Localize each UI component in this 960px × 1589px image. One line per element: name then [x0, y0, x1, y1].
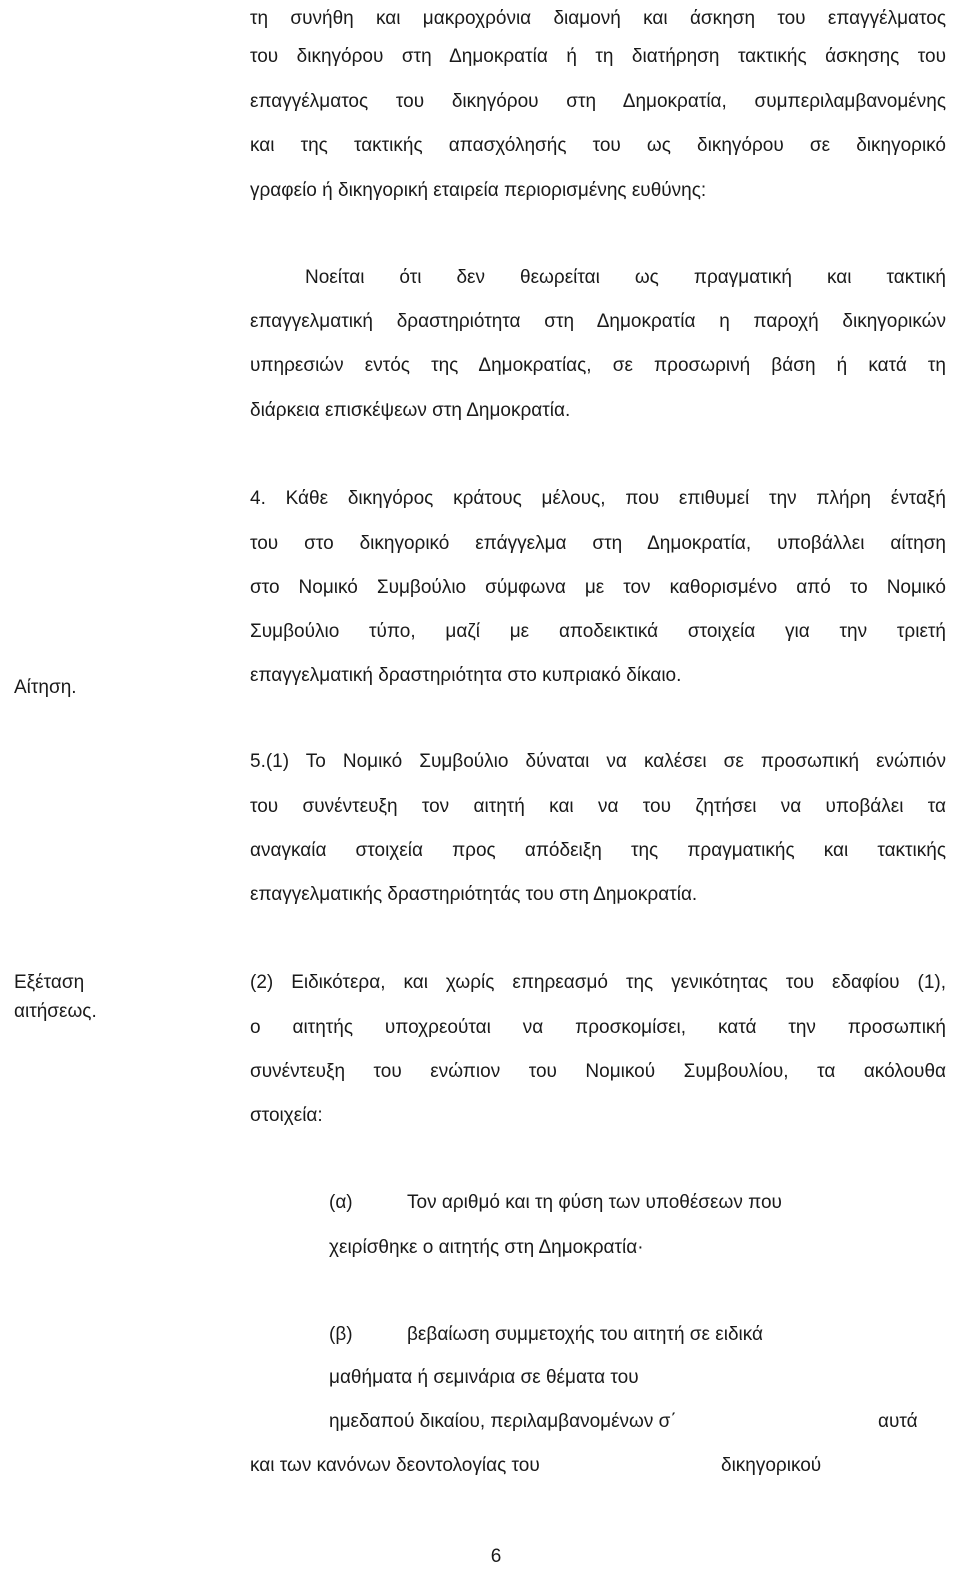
text-line: υπηρεσιών εντός της Δημοκρατίας, σε προσωρινή βάση ή κατά τη	[250, 355, 946, 376]
page-number: 6	[490, 1546, 502, 1567]
text-line: επαγγέλματος του δικηγόρου στη Δημοκρατία, συμπεριλαμβανομένης	[250, 91, 946, 112]
text-line: 5.(1) Το Νομικό Συμβούλιο δύναται να καλέσει σε προσωπική ενώπιόν	[250, 751, 946, 772]
text-line: συνέντευξη του ενώπιον του Νομικού Συμβουλίου, τα ακόλουθα	[250, 1061, 946, 1082]
margin-note-examination-line2: αιτήσεως.	[14, 1001, 97, 1022]
text-line: Συμβούλιο τύπο, μαζί με αποδεικτικά στοιχεία για την τριετή	[250, 621, 946, 642]
item-label: (β)	[329, 1324, 353, 1345]
text-line: επαγγελματική δραστηριότητα στο κυπριακό δίκαιο.	[250, 665, 682, 686]
margin-note-application: Αίτηση.	[14, 677, 77, 698]
text-line: και των κανόνων δεοντολογίας του	[250, 1455, 540, 1476]
item-label: (α)	[329, 1192, 353, 1213]
text-line: επαγγελματική δραστηριότητα στη Δημοκρατία η παροχή δικηγορικών	[250, 311, 946, 332]
text-line: του δικηγόρου στη Δημοκρατία ή τη διατήρηση τακτικής άσκησης του	[250, 46, 946, 67]
text-line: ημεδαπού δικαίου, περιλαμβανομένων σ΄	[329, 1411, 677, 1432]
text-line: στο Νομικό Συμβούλιο σύμφωνα με τον καθορισμένο από το Νομικό	[250, 577, 946, 598]
text-line: του στο δικηγορικό επάγγελμα στη Δημοκρατία, υποβάλλει αίτηση	[250, 533, 946, 554]
text-line: αυτά	[878, 1411, 918, 1432]
text-line: (2) Ειδικότερα, και χωρίς επηρεασμό της γενικότητας του εδαφίου (1),	[250, 972, 946, 993]
text-line: αναγκαία στοιχεία προς απόδειξη της πραγματικής και τακτικής	[250, 840, 946, 861]
text-line: ο αιτητής υποχρεούται να προσκομίσει, κατά την προσωπική	[250, 1017, 946, 1038]
text-line: στοιχεία:	[250, 1105, 323, 1126]
text-line: επαγγελματικής δραστηριότητάς του στη Δημοκρατία.	[250, 884, 698, 905]
margin-note-examination-line1: Εξέταση	[14, 972, 85, 993]
text-line: μαθήματα ή σεμινάρια σε θέματα του	[329, 1367, 639, 1388]
text-line: διάρκεια επισκέψεων στη Δημοκρατία.	[250, 400, 571, 421]
text-line: Νοείται ότι δεν θεωρείται ως πραγματική και τακτική	[305, 267, 946, 288]
text-line: βεβαίωση συμμετοχής του αιτητή σε ειδικά	[407, 1324, 764, 1345]
text-line: Τον αριθμό και τη φύση των υποθέσεων που	[407, 1192, 782, 1213]
text-line: του συνέντευξη τον αιτητή και να του ζητήσει να υποβάλει τα	[250, 796, 946, 817]
text-line: γραφείο ή δικηγορική εταιρεία περιορισμένης ευθύνης:	[250, 180, 707, 201]
text-line: 4. Κάθε δικηγόρος κράτους μέλους, που επιθυμεί την πλήρη ένταξή	[250, 488, 946, 509]
text-line: τη συνήθη και μακροχρόνια διαμονή και άσκηση του επαγγέλματος	[250, 8, 946, 29]
text-line: και της τακτικής απασχόλησής του ως δικηγόρου σε δικηγορικό	[250, 135, 946, 156]
text-line: δικηγορικού	[721, 1455, 822, 1476]
text-line: χειρίσθηκε ο αιτητής στη Δημοκρατία·	[329, 1237, 644, 1258]
